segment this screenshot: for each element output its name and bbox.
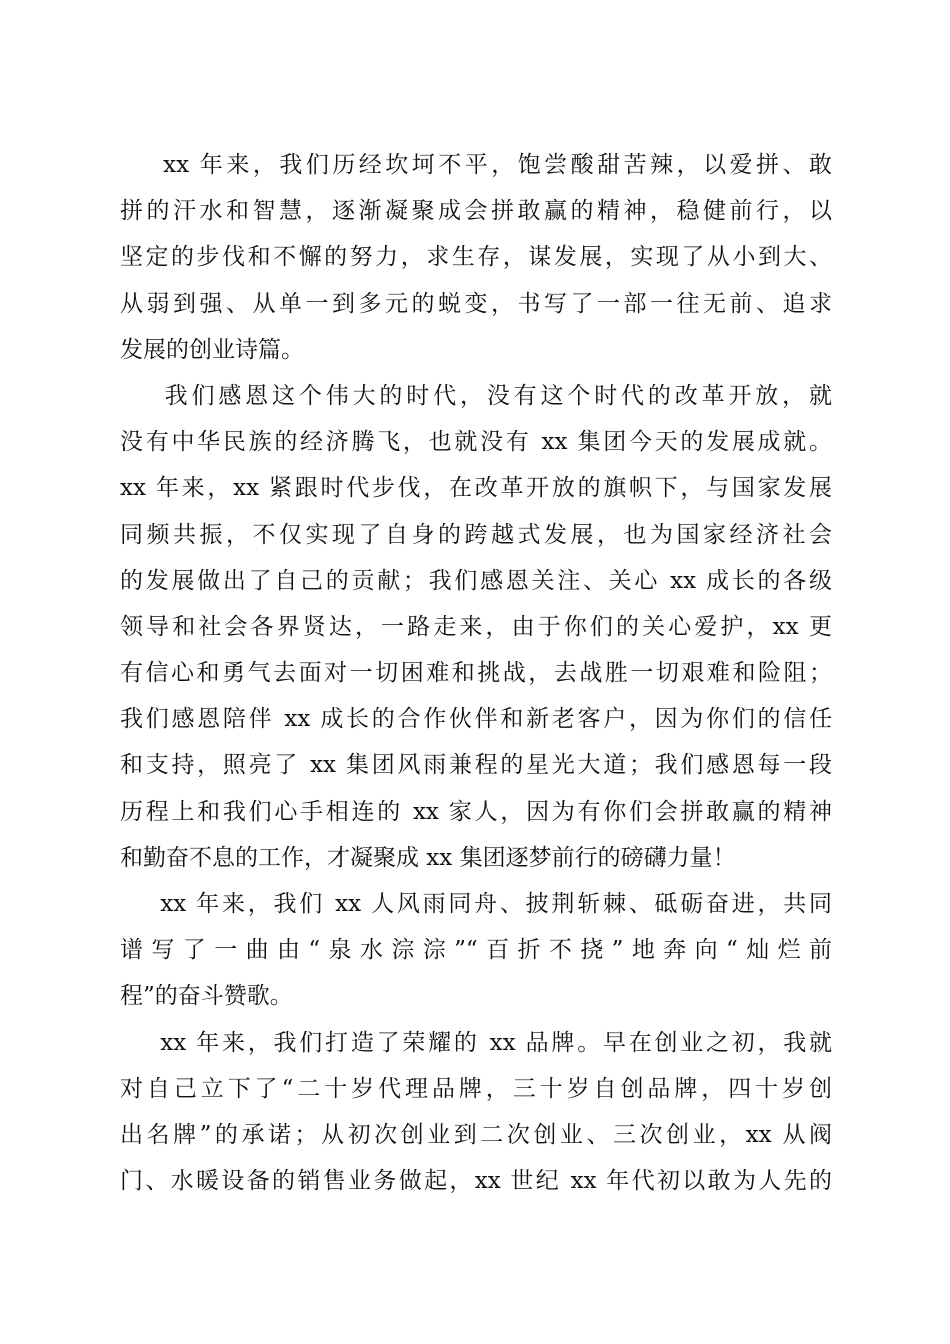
document-body — [120, 142, 832, 1204]
text-line: 门、水暖设备的销售业务做起，xx 世纪 xx 年代初以敢为人先的 — [120, 1168, 832, 1195]
text-line: 领导和社会各界贤达，一路走来，由于你们的关心爱护，xx 更 — [120, 613, 832, 640]
text-line: 和勤奋不息的工作，才凝聚成 xx 集团逐梦前行的磅礴力量！ — [120, 844, 736, 871]
text-line: 坚定的步伐和不懈的努力，求生存，谋发展，实现了从小到大、 — [120, 244, 832, 271]
text-line: 我们感恩陪伴 xx 成长的合作伙伴和新老客户，因为你们的信任 — [120, 706, 832, 733]
text-line: xx 年来，我们打造了荣耀的 xx 品牌。早在创业之初，我就 — [120, 1029, 832, 1056]
paragraph-2 — [120, 373, 832, 881]
text-line: xx 年来，xx 紧跟时代步伐，在改革开放的旗帜下，与国家发展 — [120, 475, 832, 502]
text-line: 历程上和我们心手相连的 xx 家人，因为有你们会拼敢赢的精神 — [120, 798, 832, 825]
text-line: 对自己立下了“二十岁代理品牌，三十岁自创品牌，四十岁创 — [120, 1075, 832, 1102]
text-line: 谱写了一曲由“泉水淙淙”“百折不挠”地奔向“灿烂前 — [120, 937, 832, 964]
paragraph-4 — [120, 1020, 832, 1205]
text-line: 发展的创业诗篇。 — [120, 336, 304, 363]
text-line: 从弱到强、从单一到多元的蜕变，书写了一部一往无前、追求 — [120, 290, 832, 317]
text-line: 同频共振，不仅实现了自身的跨越式发展，也为国家经济社会 — [120, 521, 832, 548]
text-line: 我们感恩这个伟大的时代，没有这个时代的改革开放，就 — [120, 382, 832, 409]
text-line: 的发展做出了自己的贡献；我们感恩关注、关心 xx 成长的各级 — [120, 567, 832, 594]
text-line: 有信心和勇气去面对一切困难和挑战，去战胜一切艰难和险阻； — [120, 660, 832, 687]
text-line: 出名牌”的承诺；从初次创业到二次创业、三次创业，xx 从阀 — [120, 1121, 832, 1148]
text-line: 和支持，照亮了 xx 集团风雨兼程的星光大道；我们感恩每一段 — [120, 752, 832, 779]
paragraph-3 — [120, 881, 832, 1020]
text-line: xx 年来，我们历经坎坷不平，饱尝酸甜苦辣，以爱拼、敢 — [120, 152, 832, 178]
text-line: 程”的奋斗赞歌。 — [120, 983, 293, 1010]
text-line: xx 年来，我们 xx 人风雨同舟、披荆斩棘、砥砺奋进，共同 — [120, 891, 832, 917]
text-line: 没有中华民族的经济腾飞，也就没有 xx 集团今天的发展成就。 — [120, 429, 832, 456]
paragraph-1 — [120, 142, 832, 373]
text-line: 拼的汗水和智慧，逐渐凝聚成会拼敢赢的精神，稳健前行，以 — [120, 198, 832, 225]
